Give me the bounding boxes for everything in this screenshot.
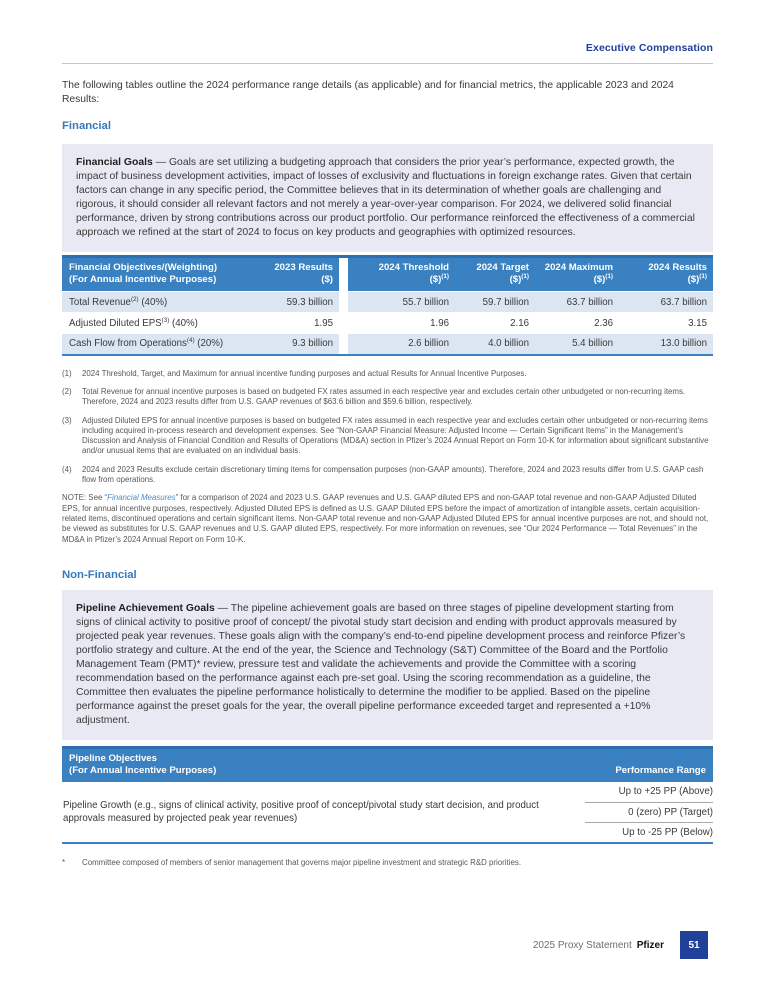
- col-header-objectives: [62, 257, 255, 292]
- page-footer: [533, 931, 708, 959]
- pipeline-goals-paragraph: [76, 602, 699, 728]
- cell-2024-target: 4.0 billion: [455, 334, 535, 355]
- pipeline-goals-box: [62, 590, 713, 740]
- pipeline-growth-label: Pipeline Growth (e.g., signs of clinical activity, positive proof of concept/pivotal study start decision, and product approvals measured by projected peak year revenues): [63, 799, 539, 824]
- cell-2024-maximum: 2.36: [535, 313, 619, 334]
- range-target: 0 (zero) PP (Target): [585, 802, 713, 822]
- col-header-line1: 2024 Threshold: [378, 262, 449, 274]
- note-prefix: NOTE: See “: [62, 493, 108, 503]
- footnote-text: 2024 Threshold, Target, and Maximum for annual incentive funding purposes and actual Results for Annual Incentive Purposes.: [82, 368, 527, 378]
- col-header-2024-maximum: [535, 257, 619, 292]
- cell-2024-results: 13.0 billion: [619, 334, 713, 355]
- col-header-line1: 2023 Results: [274, 262, 333, 274]
- footnote-ref: (1): [699, 273, 707, 280]
- col-header-line2: ($): [509, 274, 522, 286]
- intro-paragraph: The following tables outline the 2024 performance range details (as applicable) and for financial metrics, the applicable 2023 and 2024 Results:: [62, 80, 674, 105]
- cell-2024-maximum: 63.7 billion: [535, 292, 619, 313]
- footnote-marker: (4): [62, 464, 72, 474]
- financial-metrics-table: [62, 255, 713, 356]
- page-number-badge: 51: [680, 931, 708, 959]
- footnote-text: 2024 and 2023 Results exclude certain discretionary timing items for compensation purposes (non-GAAP amounts). Therefore, 2024 and 2023 results differ from U.S. GAAP cash flow from operations.: [82, 464, 704, 485]
- financial-goals-body: — Goals are set utilizing a budgeting approach that considers the prior year’s performance, expected growth, the impact of business development activities, impact of losses of exclusivity and fluctuations in foreign exchange rates. Given that certain factors can change in any specific period, the Committee believes that in its determination of whether goals are challenging and rigorous, it should consider all relevant factors and not merely a year-over-year comparison. For 2024, we delivered solid financial performance, driven by strong contributions across our product portfolio. Our performance reinforced the effectiveness of a commercial approach we refined at the start of 2024 to focus on key products and geographies with optimized resources.: [76, 157, 695, 239]
- cell-2023-results: 1.95: [255, 313, 339, 334]
- pipeline-table-body: [62, 782, 713, 844]
- col-header-line1: Financial Objectives/(Weighting): [69, 262, 218, 274]
- col-header-line2: ($): [593, 274, 606, 286]
- col-header-2024-threshold: [348, 257, 455, 292]
- col-header-line1: 2024 Results: [648, 262, 707, 274]
- footnote-text: Adjusted Diluted EPS for annual incentive purposes is based on budgeted FX rates assumed in each respective year and excludes certain other unbudgeted or non-recurring items including acquired in-process research and development expenses. See “Non-GAAP Financial Measure: Adjusted Income — Certain Significant Items” in the Management’s Discussion and Analysis of Financial Condition and Results of Operations (MD&A) section in Pfizer’s 2024 Annual Report on Form 10-K for information about significant substantive and/or unusual items that are evaluated on an individual basis.: [82, 415, 709, 456]
- col-header-line2: ($): [687, 274, 700, 286]
- footnote-marker: (1): [62, 368, 72, 378]
- column-gap: [339, 313, 348, 334]
- footnote-ref: (4): [186, 337, 195, 345]
- footnote-ref: (1): [605, 273, 613, 280]
- financial-table-header-row: [62, 257, 713, 292]
- financial-goals-box: [62, 144, 713, 252]
- table-row: [62, 334, 713, 355]
- page-header: [62, 38, 713, 56]
- pipeline-table-header: [62, 746, 713, 782]
- col-header-line1: 2024 Maximum: [544, 262, 613, 274]
- column-gap: [339, 334, 348, 355]
- range-above: Up to +25 PP (Above): [618, 785, 713, 797]
- col-header-2024-target: [455, 257, 535, 292]
- cell-2024-target: 2.16: [455, 313, 535, 334]
- cell-2024-threshold: 1.96: [348, 313, 455, 334]
- footnote-marker: (3): [62, 415, 72, 425]
- footnote-text: Committee composed of members of senior management that governs major pipeline investment and strategic R&D priorities.: [82, 857, 522, 867]
- footer-brand: Pfizer: [636, 939, 664, 951]
- cell-2024-maximum: 5.4 billion: [535, 334, 619, 355]
- financial-goals-title: Financial Goals: [76, 157, 153, 169]
- col-header-line2: (For Annual Incentive Purposes): [69, 274, 217, 286]
- performance-range-column: [585, 782, 713, 842]
- pipeline-table: [62, 746, 713, 844]
- footnote-text: Total Revenue for annual incentive purposes is based on budgeted FX rates assumed in each respective year and excludes certain other unbudgeted or non-recurring items. Therefore, 2024 and 2023 results differ from U.S. GAAP revenues of $63.6 billion and $59.6 billion, respectively.: [82, 386, 686, 407]
- footnote-2: [62, 387, 713, 408]
- pipeline-header-line2: (For Annual Incentive Purposes): [69, 764, 217, 776]
- footnote-ref: (2): [130, 295, 139, 303]
- col-header-2023-results: [255, 257, 339, 292]
- row-label-total-revenue: [62, 292, 255, 313]
- column-gap: [339, 292, 348, 313]
- footnote-ref: (1): [441, 273, 449, 280]
- metric-label: Cash Flow from Operations: [69, 338, 187, 350]
- footnotes-block: [62, 369, 713, 545]
- pipeline-goals-body: — The pipeline achievement goals are based on three stages of pipeline development starting from signs of clinical activity to positive proof of concept/ the pivotal study start decision and ending with product approvals measured by projected peak year revenues. These goals align with the company’s end-to-end pipeline development process and reinforce Pfizer’s portfolio strategy and culture. At the end of the year, the Science and Technology (S&T) Committee of the Board and the Portfolio Management Team (PMT)* review, pressure test and validate the achievements and provide the Committee with a scoring recommendation based on the performance against each pre-set goal. Using the scoring recommendation as a guideline, the Committee then evaluates the pipeline performance holistically to determine the modifier to be applied. Based on the pipeline performance against the preset goals for the year, the overall pipeline performance exceeded target and represented a +10% adjustment.: [76, 602, 686, 726]
- header-divider: [62, 63, 713, 64]
- financial-heading: Financial: [62, 120, 111, 133]
- metric-label: Total Revenue: [69, 296, 131, 308]
- table-row: [62, 292, 713, 313]
- col-header-line1: 2024 Target: [476, 262, 529, 274]
- cell-2024-threshold: 55.7 billion: [348, 292, 455, 313]
- financial-measures-link[interactable]: Financial Measures: [107, 493, 176, 503]
- metric-weight: (40%): [169, 317, 198, 329]
- performance-range-header: Performance Range: [615, 764, 706, 776]
- table-row: [62, 313, 713, 334]
- note-paragraph: [62, 493, 713, 544]
- cell-2024-results: 63.7 billion: [619, 292, 713, 313]
- range-below: Up to -25 PP (Below): [585, 822, 713, 842]
- pipeline-header-line1: Pipeline Objectives: [69, 752, 157, 764]
- metric-label: Adjusted Diluted EPS: [69, 317, 162, 329]
- cell-2024-target: 59.7 billion: [455, 292, 535, 313]
- metric-weight: (40%): [138, 296, 168, 308]
- financial-goals-paragraph: [76, 156, 699, 240]
- footnote-marker: (2): [62, 386, 72, 396]
- non-financial-heading: Non-Financial: [62, 568, 137, 581]
- col-header-2024-results: [619, 257, 713, 292]
- section-breadcrumb: Executive Compensation: [585, 42, 713, 54]
- cell-2023-results: 9.3 billion: [255, 334, 339, 355]
- footnote-ref: (1): [521, 273, 529, 280]
- footnote-3: [62, 416, 713, 457]
- col-header-line2: ($): [429, 274, 442, 286]
- cell-2024-results: 3.15: [619, 313, 713, 334]
- col-header-line2: ($): [321, 274, 333, 286]
- row-label-cash-flow: [62, 334, 255, 355]
- pipeline-goals-title: Pipeline Achievement Goals: [76, 602, 215, 614]
- cell-2024-threshold: 2.6 billion: [348, 334, 455, 355]
- footnote-4: [62, 465, 713, 486]
- footnote-ref: (3): [161, 316, 170, 324]
- cell-2023-results: 59.3 billion: [255, 292, 339, 313]
- pipeline-objectives-header: [69, 753, 216, 777]
- footer-proxy-label: 2025 Proxy Statement: [532, 939, 632, 951]
- asterisk-footnote: [62, 858, 713, 868]
- column-gap: [339, 257, 348, 292]
- footnote-1: [62, 369, 713, 379]
- metric-weight: (20%): [194, 338, 224, 350]
- note-suffix: ” for a comparison of 2024 and 2023 U.S. GAAP revenues and U.S. GAAP diluted EPS and non-GAAP total revenue and non-GAAP Adjusted Diluted EPS, for annual incentive purposes, respectively. Adjusted Diluted EPS is defined as U.S. GAAP Diluted EPS before the impact of amortization of intangible assets, certain acquisition-related items, discontinued operations and certain significant items. Non-GAAP total revenue and non-GAAP Adjusted Diluted EPS for annual incentive purposes are not, and should not, be viewed as substitutes for U.S. GAAP revenues and U.S. GAAP diluted EPS, respectively. For more information on revenues, see “Our 2024 Performance — Total Revenues” in the MD&A in Pfizer’s 2024 Annual Report on Form 10-K.: [62, 493, 709, 544]
- footnote-marker: *: [62, 857, 66, 867]
- row-label-adjusted-diluted-eps: [62, 313, 255, 334]
